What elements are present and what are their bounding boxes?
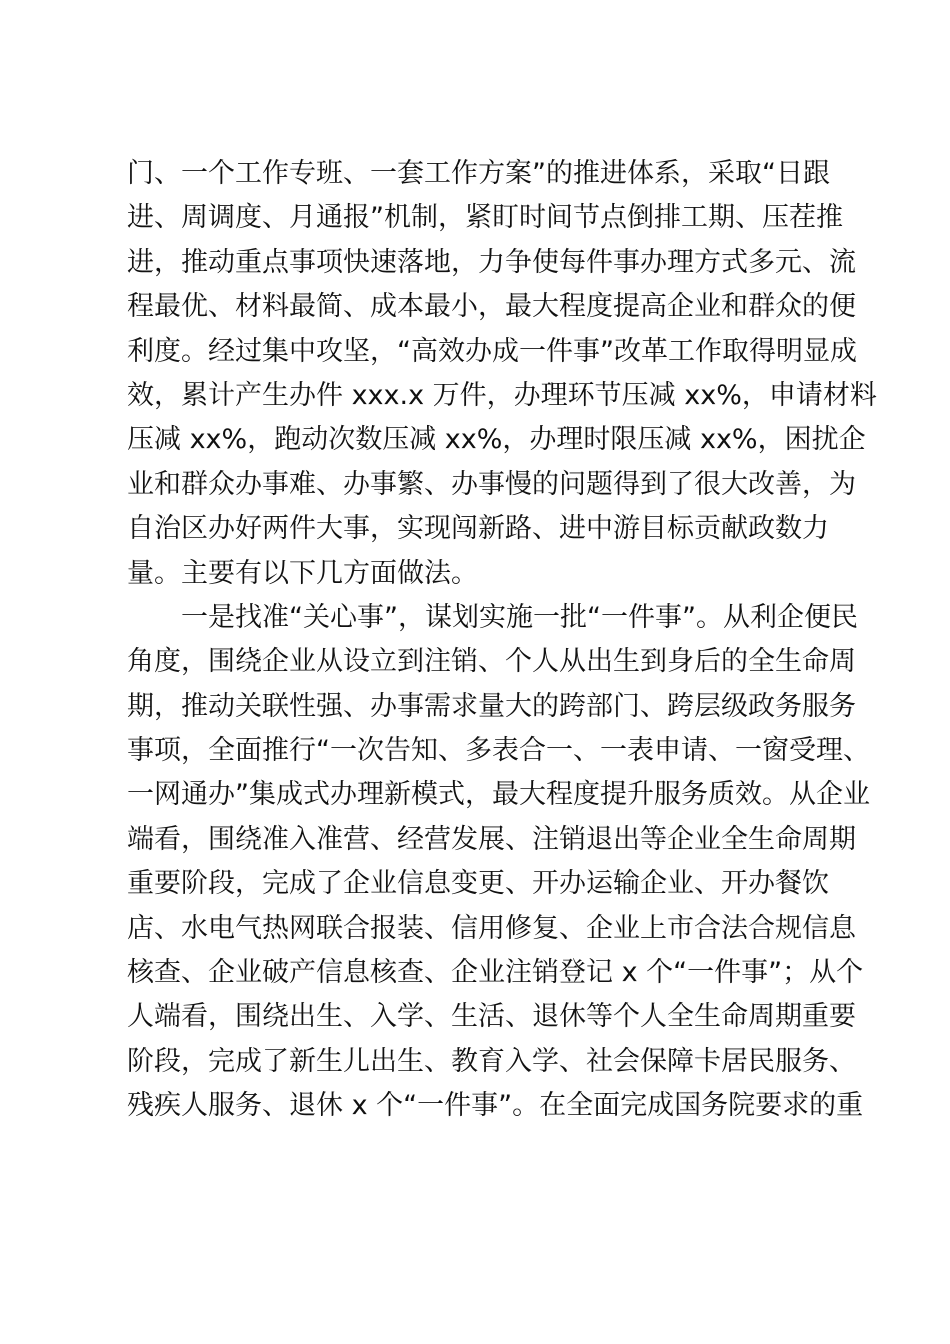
text-line: 事项，全面推行“一次告知、多表合一、一表申请、一窗受理、	[127, 735, 870, 767]
text-line: 人端看，围绕出生、入学、生活、退休等个人全生命周期重要	[127, 1001, 856, 1033]
text-line: 自治区办好两件大事，实现闯新路、进中游目标贡献政数力	[127, 513, 829, 545]
text-line: 门、一个工作专班、一套工作方案”的推进体系，采取“日跟	[127, 158, 830, 189]
text-line: 重要阶段，完成了企业信息变更、开办运输企业、开办餐饮	[127, 868, 829, 900]
text-line: 阶段，完成了新生儿出生、教育入学、社会保障卡居民服务、	[127, 1045, 856, 1077]
text-line: 量。主要有以下几方面做法。	[127, 557, 478, 589]
text-line: 压减 xx%，跑动次数压减 xx%，办理时限压减 xx%，困扰企	[127, 424, 866, 456]
text-line: 利度。经过集中攻坚，“高效办成一件事”改革工作取得明显成	[127, 335, 857, 367]
body-text	[127, 152, 877, 1129]
text-line: 残疾人服务、退休 x 个“一件事”。在全面完成国务院要求的重	[127, 1090, 864, 1122]
text-line: 期，推动关联性强、办事需求量大的跨部门、跨层级政务服务	[127, 690, 856, 722]
text-line: 业和群众办事难、办事繁、办事慢的问题得到了很大改善，为	[127, 468, 856, 500]
text-line: 店、水电气热网联合报装、信用修复、企业上市合法合规信息	[127, 912, 856, 944]
text-line: 效，累计产生办件 xxx.x 万件，办理环节压减 xx%，申请材料	[127, 379, 877, 411]
text-line: 角度，围绕企业从设立到注销、个人从出生到身后的全生命周	[127, 646, 856, 678]
text-line: 一网通办”集成式办理新模式，最大程度提升服务质效。从企业	[127, 779, 870, 811]
text-line: 进、周调度、月通报”机制，紧盯时间节点倒排工期、压茬推	[127, 202, 843, 234]
text-line: 核查、企业破产信息核查、企业注销登记 x 个“一件事”；从个	[127, 957, 864, 989]
text-line: 程最优、材料最简、成本最小，最大程度提高企业和群众的便	[127, 291, 856, 323]
text-line: 端看，围绕准入准营、经营发展、注销退出等企业全生命周期	[127, 823, 856, 855]
text-line: 进，推动重点事项快速落地，力争使每件事办理方式多元、流	[127, 246, 856, 278]
paragraph-start-line: 一是找准“关心事”，谋划实施一批“一件事”。从利企便民	[181, 601, 858, 633]
